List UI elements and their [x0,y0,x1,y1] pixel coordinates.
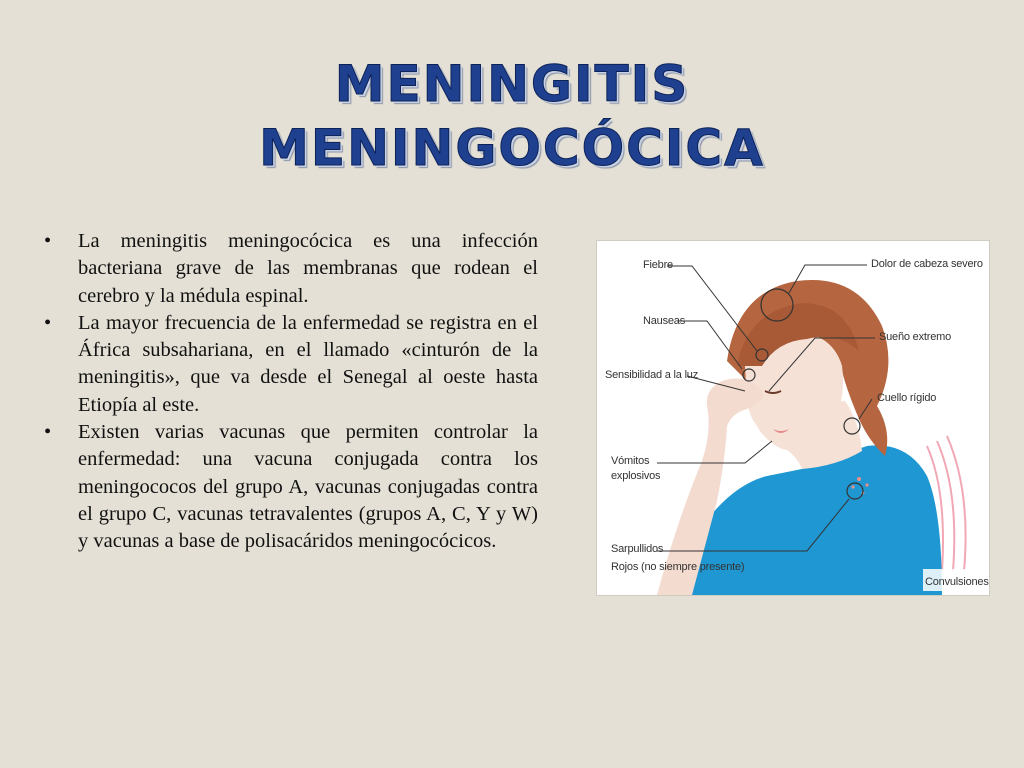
bullet-marker: • [44,311,52,334]
label-cuello: Cuello rígido [877,392,937,404]
title-line-2: MENINGOCÓCICA [259,119,765,177]
label-sueno: Sueño extremo [879,331,951,343]
label-convulsiones: Convulsiones [925,576,989,588]
label-sarpullidos-2: Rojos (no siempre presente) [611,561,745,573]
label-sarpullidos-1: Sarpullidos [611,543,664,555]
illustration-drawing [597,241,989,595]
bullet-marker: • [44,421,52,444]
label-vomitos-1: Vómitos [611,455,650,467]
label-sensibilidad: Sensibilidad a la luz [605,369,699,381]
slide-title [0,52,1024,180]
list-item [44,310,538,419]
label-fiebre: Fiebre [643,259,673,271]
list-item [44,419,538,555]
title-line-1: MENINGITIS [334,55,690,113]
bullet-text: La mayor frecuencia de la enfermedad se registra en el África subsahariana, en el llamado «cinturón de la meningitis», que va desde el Senegal al oeste hasta Etiopía al este. [78,311,538,416]
label-dolor-cabeza: Dolor de cabeza severo [871,258,983,270]
bullet-text: Existen varias vacunas que permiten controlar la enfermedad: una vacuna conjugada contra los meningococos del grupo A, vacunas conjugadas contra el grupo C, vacunas tetravalentes (grupos A, C, Y y W) y vacunas a base de polisacáridos meningocócicos. [78,421,538,553]
bullet-list [44,228,538,556]
label-vomitos-2: explosivos [611,470,661,482]
bullet-marker: • [44,230,52,252]
list-item [44,228,538,310]
bullet-text: La meningitis meningocócica es una infección bacteriana grave de las membranas que rodean el cerebro y la médula espinal. [78,230,538,307]
label-nauseas: Nauseas [643,315,686,327]
symptoms-illustration [596,240,990,596]
